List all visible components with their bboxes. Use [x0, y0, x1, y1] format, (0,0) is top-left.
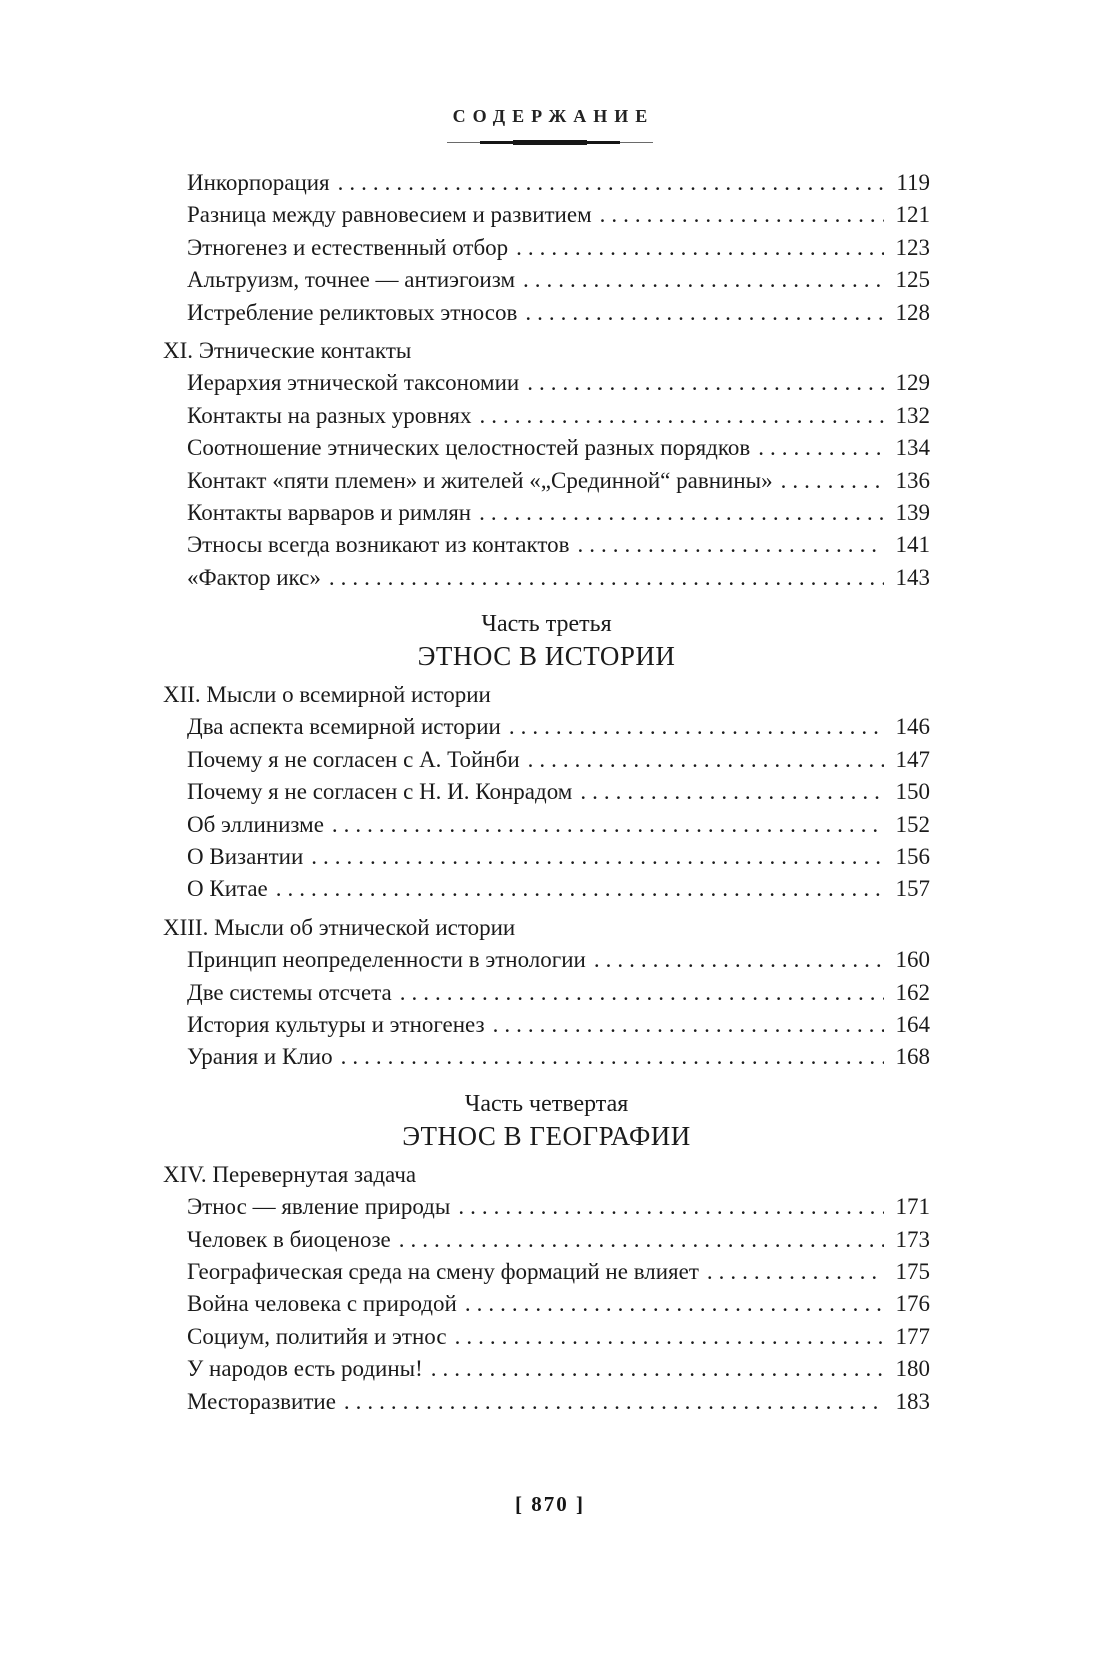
toc-entry: [163, 1191, 930, 1223]
toc-entry: [163, 167, 930, 199]
toc-entry: [163, 367, 930, 399]
toc-entry-title: Этногенез и естественный отбор: [187, 234, 509, 260]
toc-page-number: 168: [895, 1044, 930, 1070]
toc-entry-title: Контакты варваров и римлян: [187, 499, 472, 525]
toc-entry: [163, 977, 930, 1009]
toc-entry-title: Контакт «пяти племен» и жителей «„Срединной“ равнины»: [187, 467, 773, 493]
toc-page-number: 147: [895, 746, 930, 772]
toc-part-subtitle: Часть четвертая: [464, 1090, 629, 1117]
footer-page-number: [ 870 ]: [515, 1492, 585, 1516]
toc-page-number: 164: [895, 1011, 930, 1037]
toc-page-number: 177: [895, 1323, 930, 1349]
toc-entry: [163, 562, 930, 594]
toc-dot-leader: [431, 1353, 884, 1385]
toc-entry-title: Этносы всегда возникают из контактов: [187, 532, 570, 558]
toc-chapter-heading: XIV. Перевернутая задача: [163, 1161, 417, 1187]
toc-page-number: 176: [895, 1291, 930, 1317]
toc-dot-leader: [311, 841, 884, 873]
toc-dot-leader: [338, 167, 884, 199]
divider-center-bar: [513, 140, 587, 145]
toc-page-number: 143: [895, 564, 930, 590]
toc-entry: [163, 297, 930, 329]
toc-dot-leader: [509, 711, 884, 743]
toc-part-subtitle: Часть третья: [481, 611, 612, 638]
toc-page-number: 157: [895, 876, 930, 902]
toc-part-heading: [163, 1089, 930, 1153]
toc-page-number: 123: [895, 234, 930, 260]
toc-entry: [163, 944, 930, 976]
toc-page-number: 132: [895, 402, 930, 428]
toc-entry-title: Иерархия этнической таксономии: [187, 370, 520, 396]
toc-page-number: 134: [895, 435, 930, 461]
toc-chapter-heading: XIII. Мысли об этнической истории: [163, 914, 516, 940]
toc-page-number: 156: [895, 844, 930, 870]
toc-entry-title: История культуры и этногенез: [187, 1011, 485, 1037]
toc-entry: [163, 1224, 930, 1256]
toc-entry-title: Инкорпорация: [187, 170, 330, 195]
toc-page-number: 141: [895, 532, 930, 558]
toc-page-number: 171: [895, 1194, 930, 1220]
toc-entry-title: Война человека с природой: [187, 1291, 457, 1317]
toc-dot-leader: [781, 465, 884, 497]
toc-page-number: 150: [895, 779, 930, 805]
toc-dot-leader: [479, 497, 884, 529]
toc-entry-title: Месторазвитие: [187, 1388, 336, 1414]
page-header: [0, 0, 1100, 147]
toc-dot-leader: [341, 1041, 884, 1073]
toc-entry-title: Урания и Клио: [187, 1044, 333, 1070]
toc-page-number: 129: [895, 370, 930, 396]
toc-dot-leader: [758, 432, 884, 464]
toc-entry-title: Соотношение этнических целостностей разных порядков: [187, 435, 751, 461]
toc: [163, 167, 930, 1418]
toc-entry: [163, 744, 930, 776]
toc-entry: [163, 497, 930, 529]
toc-entry-title: Истребление реликтовых этносов: [187, 299, 518, 325]
toc-dot-leader: [594, 944, 884, 976]
toc-entry-title: Социум, политийя и этнос: [187, 1323, 447, 1349]
toc-page-number: 119: [896, 170, 930, 195]
toc-entry-title: О Византии: [187, 844, 304, 870]
toc-entry: [163, 400, 930, 432]
toc-page-number: 160: [895, 947, 930, 973]
toc-page-number: 180: [895, 1356, 930, 1382]
toc-dot-leader: [399, 1224, 884, 1256]
toc-chapter-heading: XI. Этнические контакты: [163, 337, 412, 363]
toc-dot-leader: [580, 776, 884, 808]
toc-entry: [163, 1288, 930, 1320]
toc-entry: [163, 1256, 930, 1288]
toc-entry-title: Принцип неопределенности в этнологии: [187, 947, 586, 973]
toc-dot-leader: [493, 1009, 884, 1041]
toc-entry: [163, 1041, 930, 1073]
toc-dot-leader: [329, 562, 884, 594]
toc-page-number: 121: [895, 202, 930, 228]
toc-page-number: 136: [895, 467, 930, 493]
toc-part-title: ЭТНОС В ГЕОГРАФИИ: [402, 1120, 691, 1151]
toc-entry: [163, 873, 930, 905]
toc-dot-leader: [400, 977, 884, 1009]
toc-entry: [163, 1353, 930, 1385]
toc-dot-leader: [480, 400, 885, 432]
toc-page-number: 183: [895, 1388, 930, 1414]
toc-entry: [163, 776, 930, 808]
toc-dot-leader: [528, 744, 884, 776]
toc-entry-title: Почему я не согласен с А. Тойнби: [187, 746, 520, 772]
toc-dot-leader: [600, 199, 884, 231]
toc-dot-leader: [523, 264, 884, 296]
toc-entry-title: Два аспекта всемирной истории: [187, 714, 501, 740]
toc-dot-leader: [578, 529, 885, 561]
toc-dot-leader: [332, 809, 884, 841]
toc-entry: [163, 1386, 930, 1418]
toc-entry: [163, 1321, 930, 1353]
toc-page-number: 175: [895, 1258, 930, 1284]
toc-dot-leader: [458, 1191, 884, 1223]
toc-entry: [163, 432, 930, 464]
page-title: СОДЕРЖАНИЕ: [452, 106, 655, 126]
toc-entry: [163, 199, 930, 231]
toc-page-number: 128: [895, 299, 930, 325]
toc-entry-title: О Китае: [187, 876, 268, 902]
toc-entry-title: Человек в биоценозе: [187, 1226, 391, 1252]
toc-entry: [163, 841, 930, 873]
toc-page-number: 139: [895, 499, 930, 525]
toc-entry-title: Две системы отсчета: [187, 979, 392, 1005]
toc-entry-title: Этнос — явление природы: [187, 1194, 451, 1220]
toc-part-title: ЭТНОС В ИСТОРИИ: [417, 641, 676, 672]
toc-page-number: 162: [895, 979, 930, 1005]
toc-entry: [163, 529, 930, 561]
toc-page-number: 173: [895, 1226, 930, 1252]
toc-entry-title: Об эллинизме: [187, 811, 324, 837]
toc-page-number: 152: [895, 811, 930, 837]
header-divider-ornament: [447, 138, 653, 147]
toc-part-heading: [163, 609, 930, 673]
toc-entry-title: Почему я не согласен с Н. И. Конрадом: [187, 779, 573, 805]
toc-dot-leader: [465, 1288, 884, 1320]
toc-dot-leader: [527, 367, 884, 399]
toc-dot-leader: [455, 1321, 884, 1353]
toc-entry: [163, 809, 930, 841]
toc-entry-title: Альтруизм, точнее — антиэгоизм: [187, 267, 516, 293]
toc-dot-leader: [707, 1256, 884, 1288]
toc-page-number: 125: [895, 267, 930, 293]
toc-chapter-heading: XII. Мысли о всемирной истории: [163, 682, 491, 708]
toc-entry-title: Разница между равновесием и развитием: [187, 202, 592, 228]
toc-entry: [163, 465, 930, 497]
toc-entry-title: Географическая среда на смену формаций не влияет: [187, 1258, 699, 1284]
toc-entry-title: У народов есть родины!: [187, 1356, 423, 1382]
toc-page-number: 146: [895, 714, 930, 740]
toc-entry-title: Контакты на разных уровнях: [187, 402, 472, 428]
toc-entry: [163, 232, 930, 264]
toc-dot-leader: [516, 232, 884, 264]
toc-dot-leader: [276, 873, 884, 905]
toc-entry: [163, 1009, 930, 1041]
toc-entry: [163, 264, 930, 296]
toc-dot-leader: [525, 297, 884, 329]
toc-dot-leader: [344, 1386, 884, 1418]
toc-entry: [163, 711, 930, 743]
toc-entry-title: «Фактор икс»: [187, 564, 321, 590]
